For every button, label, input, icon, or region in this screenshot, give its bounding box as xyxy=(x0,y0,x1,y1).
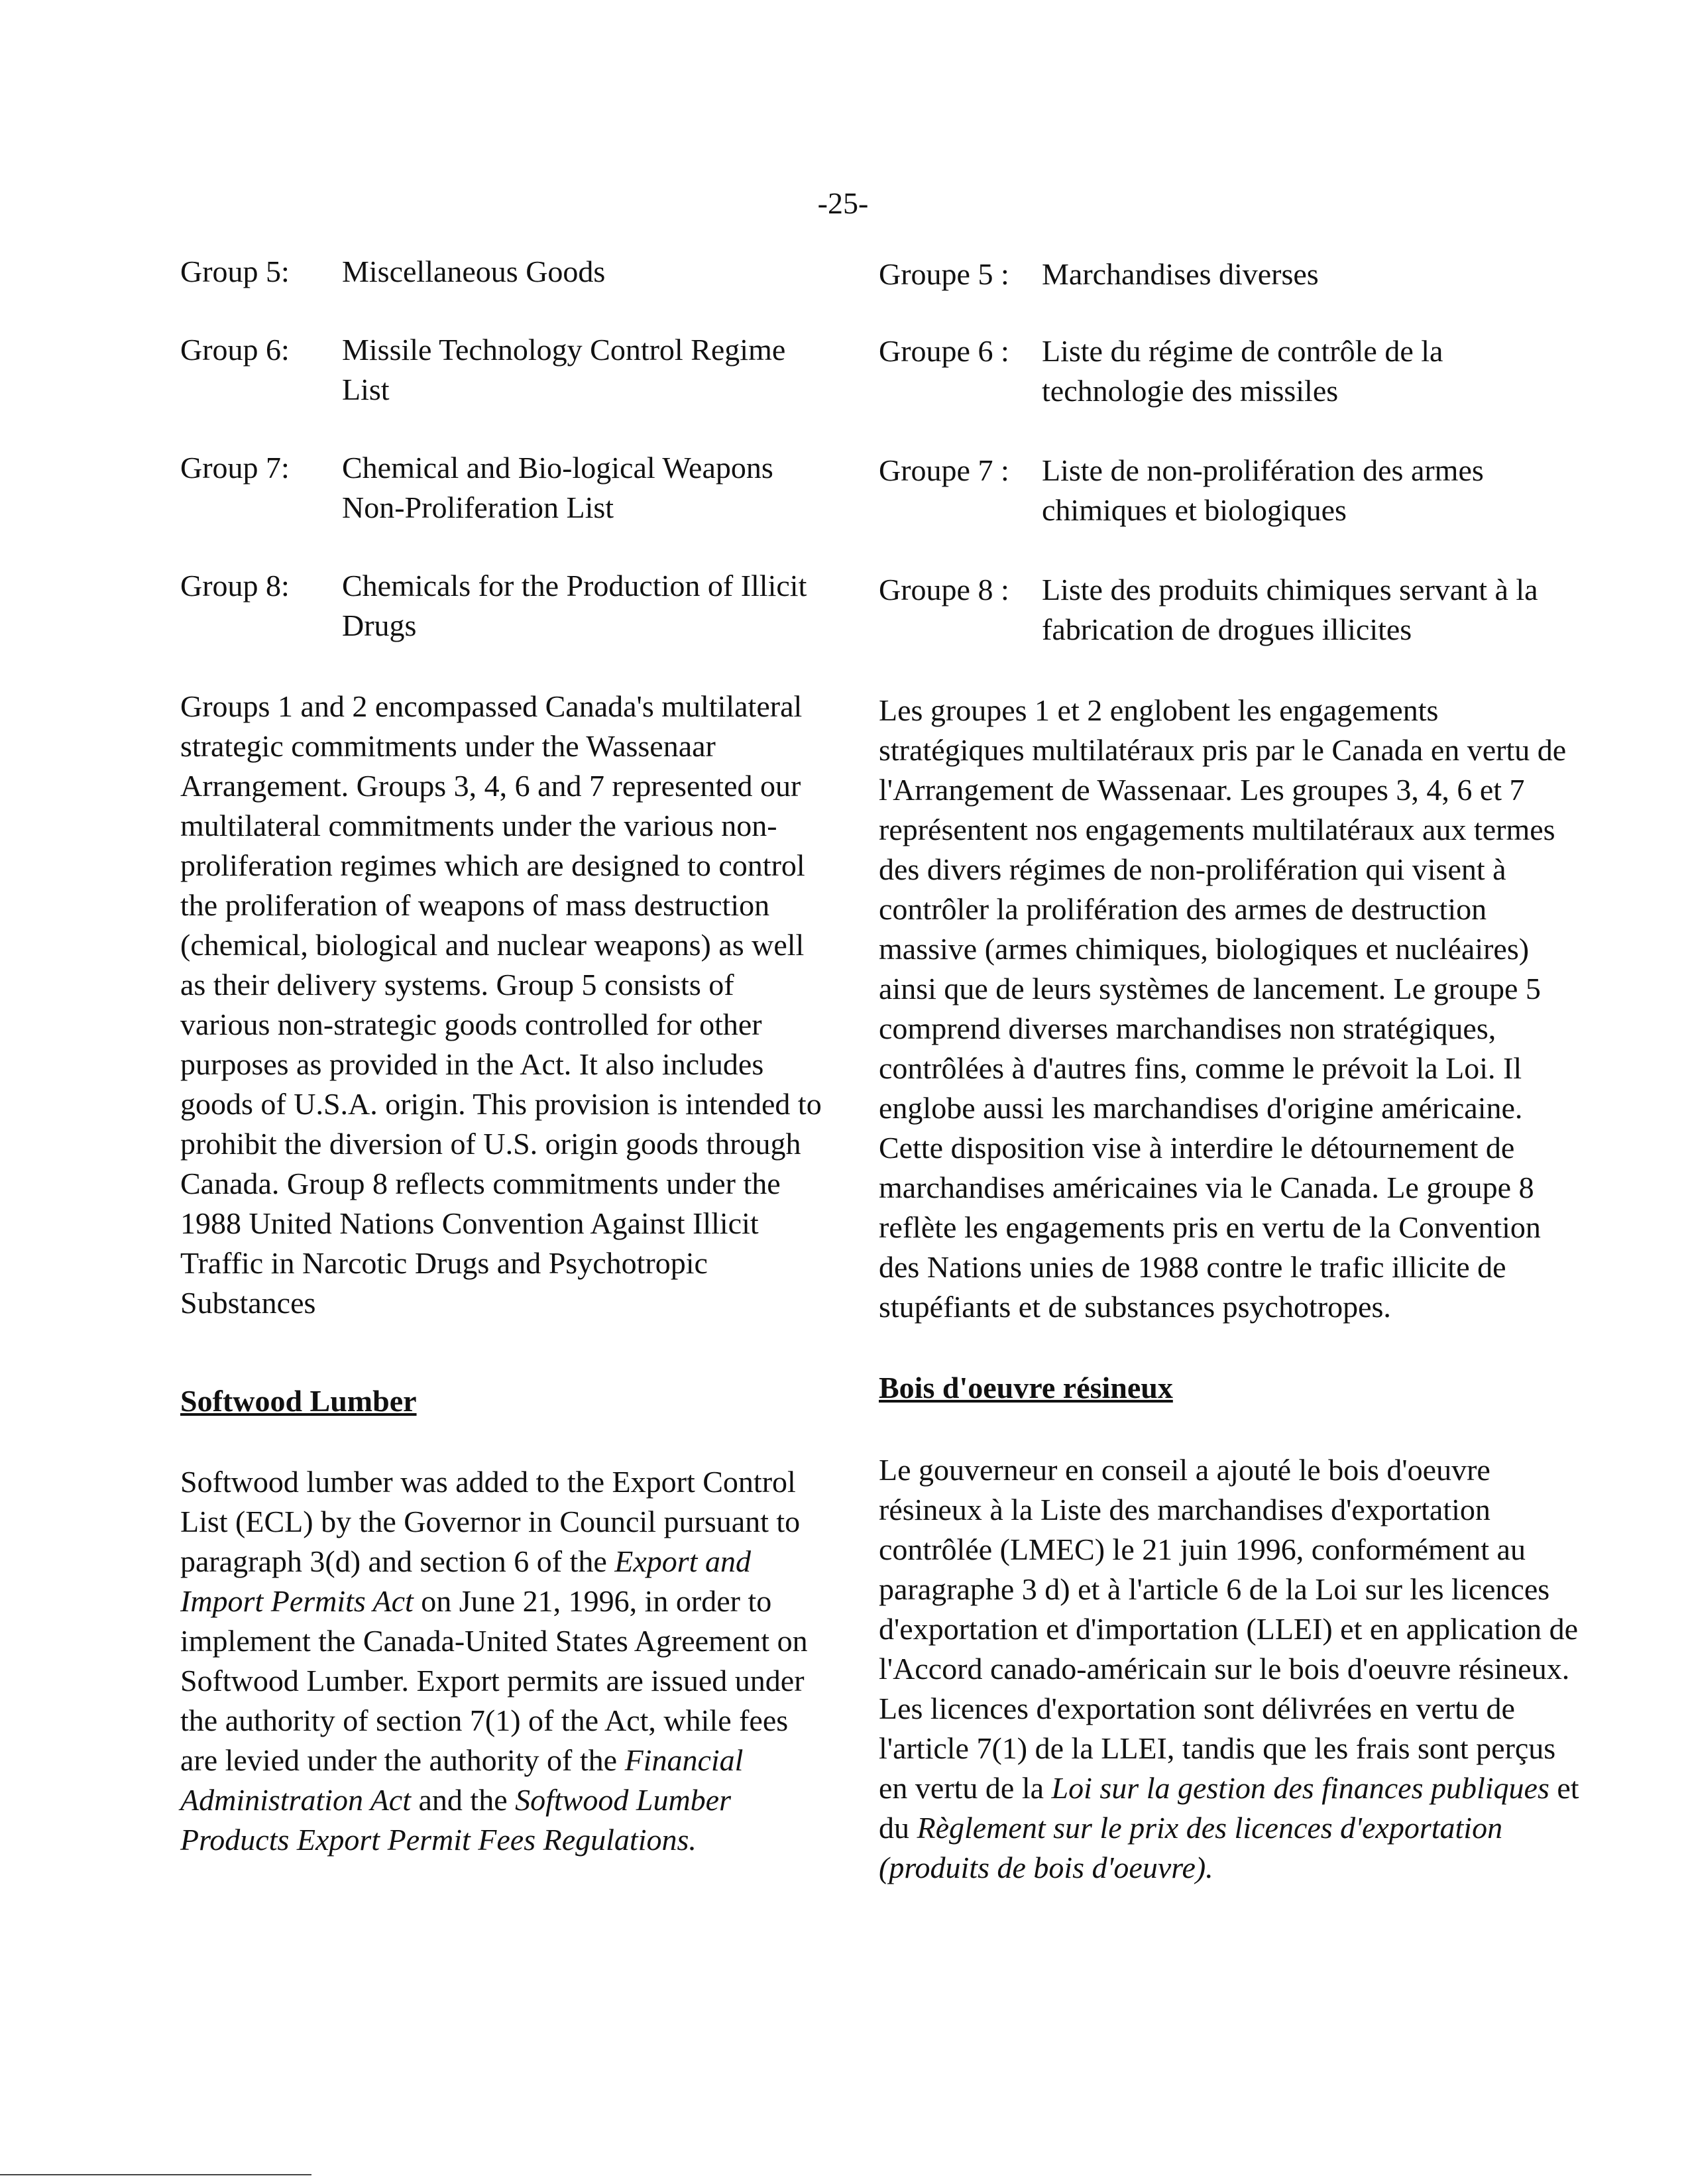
groups-paragraph: Groups 1 and 2 encompassed Canada's multilateral strategic commitments under the Wassenaar Arrangement. Groups 3, 4, 6 and 7 represented our multilateral commitments under the various non-proliferation regimes which are designed to control the proliferation of weapons of mass destruction (chemical, biological and nuclear weapons) as well as their delivery systems. Group 5 consists of various non-strategic goods controlled for other purposes as provided in the Act. It also includes goods of U.S.A. origin. This provision is intended to prohibit the diversion of U.S. origin goods through Canada. Group 8 reflects commitments under the 1988 United Nations Convention Against Illicit Traffic in Narcotic Drugs and Psychotropic Substances xyxy=(180,689,822,1320)
french-column xyxy=(879,252,1581,1888)
group-description: Liste du régime de contrôle de la technologie des missiles xyxy=(1042,334,1443,408)
group-label: Group 6: xyxy=(180,333,290,367)
regulation-title: Règlement sur le prix des licences d'exportation (produits de bois d'oeuvre). xyxy=(879,1811,1503,1884)
paragraph-text: Softwood lumber was added to the Export Control List (ECL) by the Governor in Council pursuant to paragraph 3(d) and section 6 of the xyxy=(180,1465,801,1578)
regulation-title: Softwood Lumber Products Export Permit Fees Regulations. xyxy=(180,1783,731,1857)
group-description: Missile Technology Control Regime List xyxy=(342,333,786,406)
group-row xyxy=(879,255,1581,294)
group-label: Group 8: xyxy=(180,569,290,603)
group-label: Group 5: xyxy=(180,255,290,288)
page-number: -25- xyxy=(817,186,869,220)
act-title: Financial Administration Act xyxy=(180,1743,744,1817)
softwood-paragraph xyxy=(879,1450,1581,1888)
group-row xyxy=(879,331,1581,411)
group-description: Chemicals for the Production of Illicit Drugs xyxy=(342,569,807,642)
group-description: Marchandises diverses xyxy=(1042,257,1319,291)
group-row xyxy=(180,448,830,528)
group-row xyxy=(180,330,830,410)
paragraph-text: on June 21, 1996, in order to implement the Canada-United States Agreement on Softwood Lumber. Export permits are issued under the authority of section 7(1) of the Act, while fees are levied under the authority of the xyxy=(180,1584,808,1777)
act-title: Export and Import Permits Act xyxy=(180,1544,751,1618)
group-label: Groupe 8 : xyxy=(879,573,1009,606)
paragraph-text: and the xyxy=(411,1783,516,1817)
group-row xyxy=(180,566,830,646)
group-row xyxy=(180,252,830,292)
group-row xyxy=(879,451,1581,530)
group-label: Groupe 7 : xyxy=(879,453,1009,487)
group-description: Liste de non-prolifération des armes chimiques et biologiques xyxy=(1042,453,1484,527)
group-description: Chemical and Bio-logical Weapons Non-Proliferation List xyxy=(342,451,773,524)
group-label: Groupe 5 : xyxy=(879,257,1009,291)
softwood-paragraph xyxy=(180,1462,830,1860)
act-title: Loi sur la gestion des finances publiques xyxy=(1051,1771,1549,1805)
group-row xyxy=(879,570,1581,650)
groups-paragraph: Les groupes 1 et 2 englobent les engagements stratégiques multilatéraux pris par le Canada en vertu de l'Arrangement de Wassenaar. Les groupes 3, 4, 6 et 7 représentent nos engagements multilatéraux aux termes des divers régimes de non-prolifération qui visent à contrôler la prolifération des armes de destruction massive (armes chimiques, biologiques et nucléaires) ainsi que de leurs systèmes de lancement. Le groupe 5 comprend diverses marchandises non stratégiques, contrôlées à d'autres fins, comme le prévoit la Loi. Il englobe aussi les marchandises d'origine américaine. Cette disposition vise à interdire le détournement de marchandises américaines via le Canada. Le groupe 8 reflète les engagements pris en vertu de la Convention des Nations unies de 1988 contre le trafic illicite de stupéfiants et de substances psychotropes. xyxy=(879,693,1567,1324)
paragraph-text: et du xyxy=(879,1771,1579,1845)
group-label: Group 7: xyxy=(180,451,290,485)
section-heading: Softwood Lumber xyxy=(180,1384,417,1418)
paragraph-text: Le gouverneur en conseil a ajouté le bois d'oeuvre résineux à la Liste des marchandises d'exportation contrôlée (LMEC) le 21 juin 1996, conformément au paragraphe 3 d) et à l'article 6 de la Loi sur les licences d'exportation et d'importation (LLEI) et en application de l'Accord canado-américain sur le bois d'oeuvre résineux. Les licences d'exportation sont délivrées en vertu de l'article 7(1) de la LLEI, tandis que les frais sont perçus en vertu de la xyxy=(879,1453,1579,1805)
group-label: Groupe 6 : xyxy=(879,334,1009,368)
group-description: Liste des produits chimiques servant à la fabrication de drogues illicites xyxy=(1042,573,1538,646)
page-edge-rule xyxy=(0,2174,311,2175)
group-description: Miscellaneous Goods xyxy=(342,255,606,288)
section-heading: Bois d'oeuvre résineux xyxy=(879,1371,1173,1405)
english-column xyxy=(180,252,830,1860)
